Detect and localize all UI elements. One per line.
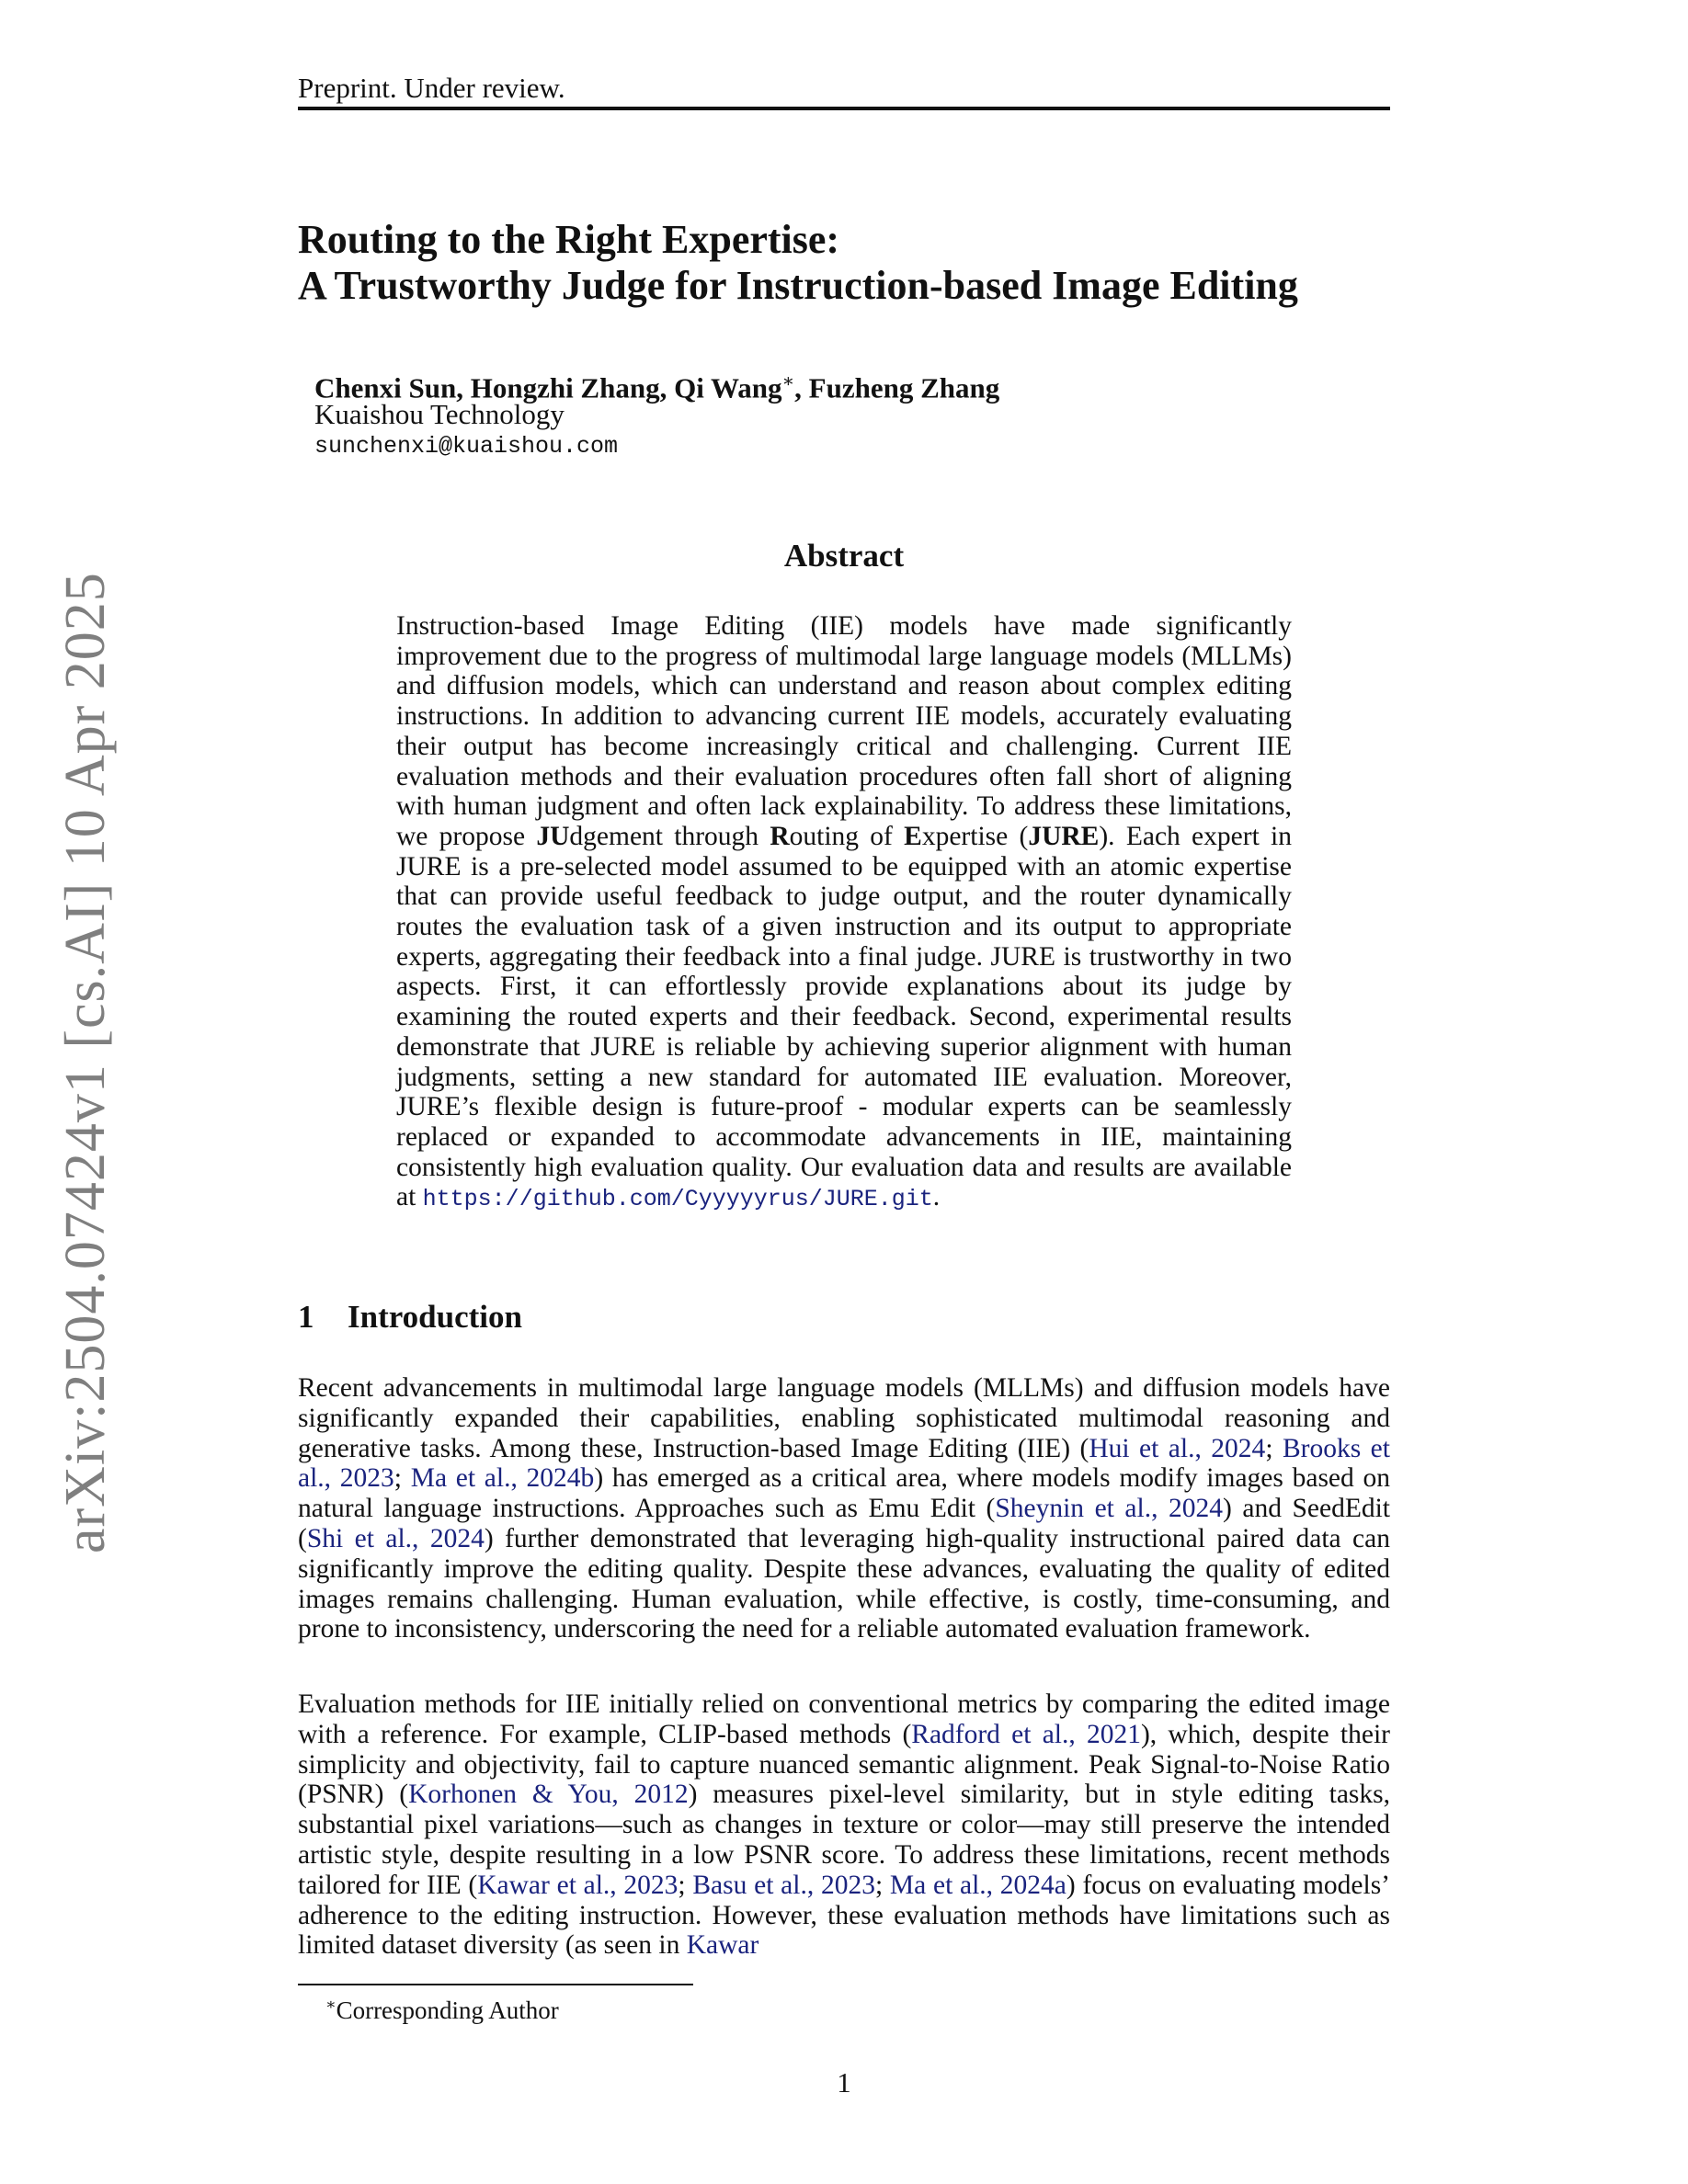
abstract-text: ). Each expert in JURE is a pre-selected model assumed to be equipped with an atomic expertise that can provide useful feedback to judge output, and the router dynamically routes the evaluation task of a given instruction and its output to appropriate experts, aggregating their feedback into a final judge. JURE is trustworthy in two aspects. First, it can effortlessly provide explanations about its judge by examining the routed experts and their feedback. Second, experimental results demonstrate that JURE is reliable by achieving superior alignment with human judgments, setting a new standard for automated IIE evaluation. Moreover, JURE’s flexible design is future-proof - modular experts can be seamlessly replaced or expanded to accommodate advancements in IIE, maintaining consistently high evaluation quality. Our evaluation data and results are available at (396, 821, 1292, 1212)
github-link[interactable]: https://github.com/Cyyyyyrus/JURE.git (422, 1186, 933, 1213)
citation-link[interactable]: Radford et al., 2021 (911, 1719, 1141, 1749)
body-text: ; (874, 1870, 890, 1900)
body-text: ) further demonstrated that leveraging high-quality instructional paired data can significantly improve the editing quality. Despite these advances, evaluating the quality of edited images remains challenging. Human evaluation, while effective, is costly, time-consuming, and prone to inconsistency, underscoring the need for a reliable automated evaluation framework. (298, 1523, 1390, 1644)
citation-link[interactable]: Kawar (686, 1930, 759, 1961)
abstract-text: . (932, 1182, 941, 1212)
citation-link[interactable]: Brooks et al., 2023 (298, 1433, 1390, 1494)
abstract-text: dgement through (569, 821, 770, 851)
paper-title (298, 217, 1390, 309)
abstract-body (396, 611, 1292, 1215)
citation-link[interactable]: Ma et al., 2024b (410, 1463, 595, 1494)
footnote-marker: ∗ (325, 1996, 336, 2013)
section-title: Introduction (348, 1299, 522, 1335)
body-text: ; (393, 1463, 411, 1494)
abstract-bold: JU (536, 821, 570, 851)
body-text: Evaluation methods for IIE initially relied on conventional metrics by comparing the edited image with a reference. For example, CLIP-based methods ( (298, 1689, 1390, 1749)
abstract-heading: Abstract (783, 538, 905, 574)
author-email[interactable]: sunchenxi@kuaishou.com (314, 433, 619, 460)
footnote (325, 1989, 559, 2026)
body-text: ) measures pixel-level similarity, but in style editing tasks, substantial pixel variations—such as changes in texture or color—may still preserve the intended artistic style, despite resulting in a low PSNR score. To address these limitations, recent methods tailored for IIE ( (298, 1780, 1390, 1900)
body-text: ) has emerged as a critical area, where models modify images based on natural language instructions. Approaches such as Emu Edit ( (298, 1463, 1390, 1524)
abstract-text: outing of (789, 821, 905, 851)
body-text: ; (678, 1870, 693, 1900)
abstract-bold: R (770, 821, 790, 851)
running-header: Preprint. Under review. (298, 72, 565, 104)
citation-link[interactable]: Basu et al., 2023 (692, 1870, 875, 1900)
corresponding-marker: ∗ (781, 371, 795, 392)
section-heading-introduction (298, 1299, 522, 1336)
header-rule (298, 107, 1390, 110)
abstract-bold: JURE (1028, 821, 1100, 851)
affiliation: Kuaishou Technology (314, 398, 565, 430)
body-text: ) and SeedEdit ( (298, 1494, 1390, 1553)
footnote-rule (298, 1984, 693, 1985)
citation-link[interactable]: Kawar et al., 2023 (477, 1870, 679, 1900)
body-text: ) focus on evaluating models’ adherence to the editing instruction. However, these evaluation methods have limitations such as limited dataset diversity (as seen in (298, 1870, 1390, 1961)
body-text: ), which, despite their simplicity and objectivity, fail to capture nuanced semantic alignment. Peak Signal-to-Noise Ratio (PSNR) ( (298, 1719, 1390, 1810)
title-line-2: A Trustworthy Judge for Instruction-based Image Editing (298, 263, 1298, 308)
authors-part-2: , Fuzheng Zhang (794, 371, 1000, 404)
body-text: Recent advancements in multimodal large language models (MLLMs) and diffusion models have significantly expanded their capabilities, enabling sophisticated multimodal reasoning and generative tasks. Among these, Instruction-based Image Editing (IIE) ( (298, 1373, 1390, 1463)
page-number: 1 (837, 2066, 851, 2099)
section-number: 1 (298, 1299, 314, 1335)
authors-part-1: Chenxi Sun, Hongzhi Zhang, Qi Wang (314, 371, 782, 404)
intro-paragraph-1 (298, 1373, 1390, 1644)
title-line-1: Routing to the Right Expertise: (298, 217, 840, 262)
citation-link[interactable]: Hui et al., 2024 (1089, 1433, 1266, 1463)
citation-link[interactable]: Sheynin et al., 2024 (995, 1494, 1223, 1524)
abstract-text: Instruction-based Image Editing (IIE) models have made significantly improvement due to the progress of multimodal large language models (MLLMs) and diffusion models, which can understand and reason about complex editing instructions. In addition to advancing current IIE models, accurately evaluating their output has become increasingly critical and challenging. Current IIE evaluation methods and their evaluation procedures often fall short of aligning with human judgment and often lack explainability. To address these limitations, we propose (396, 611, 1292, 851)
citation-link[interactable]: Ma et al., 2024a (889, 1870, 1066, 1900)
citation-link[interactable]: Korhonen & You, 2012 (408, 1780, 689, 1810)
abstract-bold: E (904, 821, 922, 851)
abstract-text: xpertise ( (921, 821, 1029, 851)
arxiv-sidebar-stamp: arXiv:2504.07424v1 [cs.AI] 10 Apr 2025 (54, 572, 117, 1553)
body-text: ; (1265, 1433, 1283, 1463)
footnote-text: Corresponding Author (336, 1996, 559, 2024)
intro-paragraph-2 (298, 1689, 1390, 1961)
citation-link[interactable]: Shi et al., 2024 (306, 1523, 485, 1553)
